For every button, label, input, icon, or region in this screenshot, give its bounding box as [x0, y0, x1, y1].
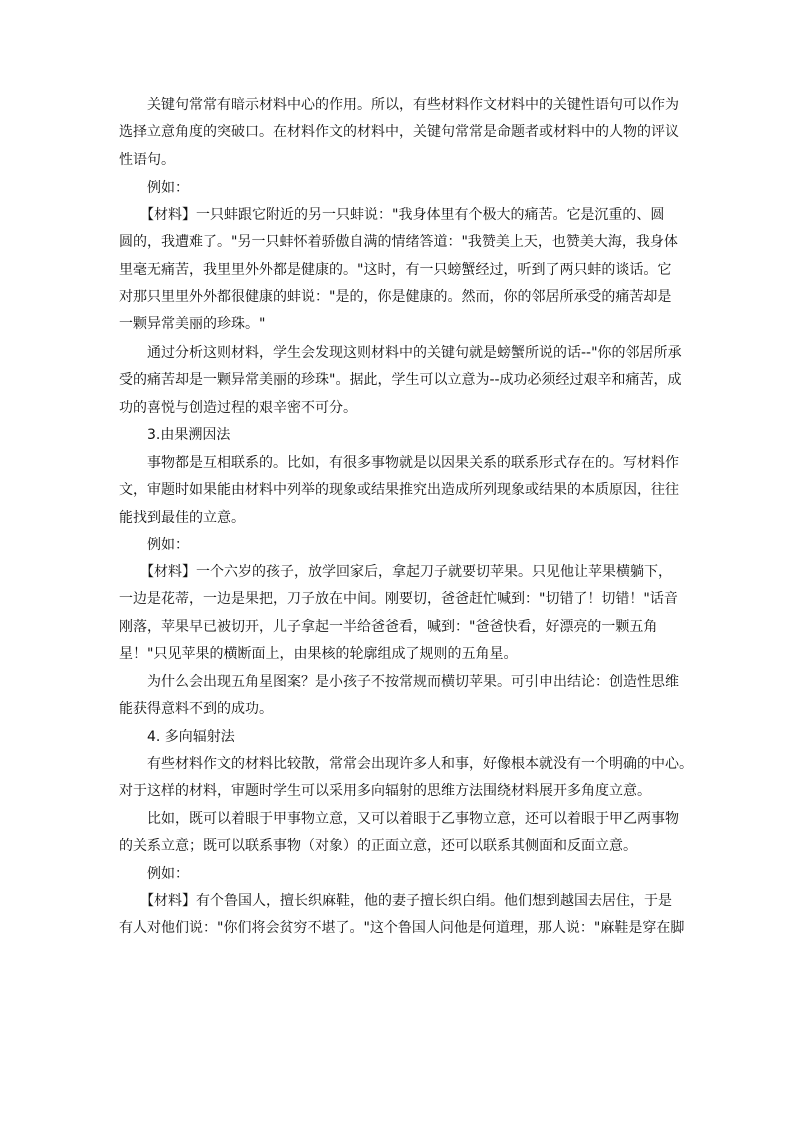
text-line: 功的喜悦与创造过程的艰辛密不可分。	[119, 399, 357, 416]
section-heading-3	[119, 422, 230, 449]
paragraph-example-label	[119, 532, 679, 559]
text-line: 对那只里里外外都很健康的蚌说："是的，你是健康的。然而，你的邻居所承受的痛苦却是	[119, 288, 672, 305]
text-line: 事物都是互相联系的。比如，有很多事物就是以因果关系的联系形式存在的。写材料作	[119, 455, 679, 471]
text-line: 通过分析这则材料，学生会发现这则材料中的关键句就是螃蟹所说的话--"你的邻居所承	[119, 345, 682, 361]
text-line: 有些材料作文的材料比较散，常常会出现许多人和事，好像根本就没有一个明确的中心。	[119, 756, 693, 772]
text-line: 【材料】有个鲁国人，擅长织麻鞋，他的妻子擅长织白绢。他们想到越国去居住，于是	[119, 893, 672, 909]
text-line: 性语句。	[119, 151, 175, 168]
text-line: 例如：	[119, 866, 189, 882]
text-line: 文，审题时如果能由材料中列举的现象或结果推究出造成所列现象或结果的本质原因，往往	[119, 482, 679, 499]
text-line: 对于这样的材料，审题时学生可以采用多向辐射的思维方法围绕材料展开多角度立意。	[119, 783, 651, 800]
text-line: 关键句常常有暗示材料中心的作用。所以，有些材料作文材料中的关键性语句可以作为	[119, 97, 679, 113]
paragraph-material-clam	[119, 202, 679, 338]
text-line: 圆的，我遭难了。"另一只蚌怀着骄傲自满的情绪答道："我赞美上天，也赞美大海，我身体	[119, 234, 678, 251]
text-line: 有人对他们说："你们将会贫穷不堪了。"这个鲁国人问他是何道理，那人说："麻鞋是穿在脚	[119, 920, 685, 937]
text-line: 能获得意料不到的成功。	[119, 701, 273, 718]
paragraph-key-sentence	[119, 92, 679, 174]
text-line: 星！"只见苹果的横断面上，由果核的轮廓组成了规则的五角星。	[119, 645, 518, 662]
text-line: 选择立意角度的突破口。在材料作文的材料中，关键句常常是命题者或材料中的人物的评议	[119, 124, 679, 141]
text-line: 例如：	[119, 180, 189, 196]
text-line: 比如，既可以着眼于甲事物立意，又可以着眼于乙事物立意，还可以着眼于甲乙两事物	[119, 811, 679, 827]
paragraph-example-label	[119, 175, 679, 202]
text-line: 刚落，苹果早已被切开，儿子拿起一半给爸爸看，喊到："爸爸快看，好漂亮的一颗五角	[119, 618, 658, 635]
text-line: 能找到最佳的立意。	[119, 509, 245, 526]
text-line: 的关系立意；既可以联系事物（对象）的正面立意，还可以联系其侧面和反面立意。	[119, 838, 637, 855]
paragraph-cause-effect	[119, 450, 679, 532]
section-heading-4	[119, 724, 235, 751]
text-line: 例如：	[119, 537, 189, 553]
paragraph-material-apple	[119, 559, 679, 668]
paragraph-material-lu	[119, 888, 685, 943]
paragraph-analysis	[119, 340, 682, 422]
paragraph-conclusion	[119, 669, 679, 724]
text-line: 里毫无痛苦，我里里外外都是健康的。"这时，有一只螃蟹经过，听到了两只蚌的谈话。它	[119, 261, 672, 278]
heading-text: 3.由果溯因法	[119, 427, 231, 443]
paragraph-multi-direction	[119, 751, 693, 806]
text-line: 一边是花蒂，一边是果把，刀子放在中间。刚要切，爸爸赶忙喊到："切错了！切错！"话音	[119, 591, 678, 608]
text-line: 【材料】一个六岁的孩子，放学回家后，拿起刀子就要切苹果。只见他让苹果横躺下，	[119, 564, 672, 580]
text-line: 受的痛苦却是一颗异常美丽的珍珠"。据此，学生可以立意为--成功必须经过艰辛和痛苦，成	[119, 372, 682, 389]
heading-text: 4. 多向辐射法	[119, 729, 235, 745]
paragraph-example-label	[119, 861, 679, 888]
text-line: 为什么会出现五角星图案？是小孩子不按常规而横切苹果。可引申出结论：创造性思维	[119, 674, 679, 690]
paragraph-for-example	[119, 806, 679, 861]
text-line: 一颗异常美丽的珍珠。"	[119, 316, 266, 333]
text-line: 【材料】一只蚌跟它附近的另一只蚌说："我身体里有个极大的痛苦。它是沉重的、圆	[119, 207, 665, 223]
